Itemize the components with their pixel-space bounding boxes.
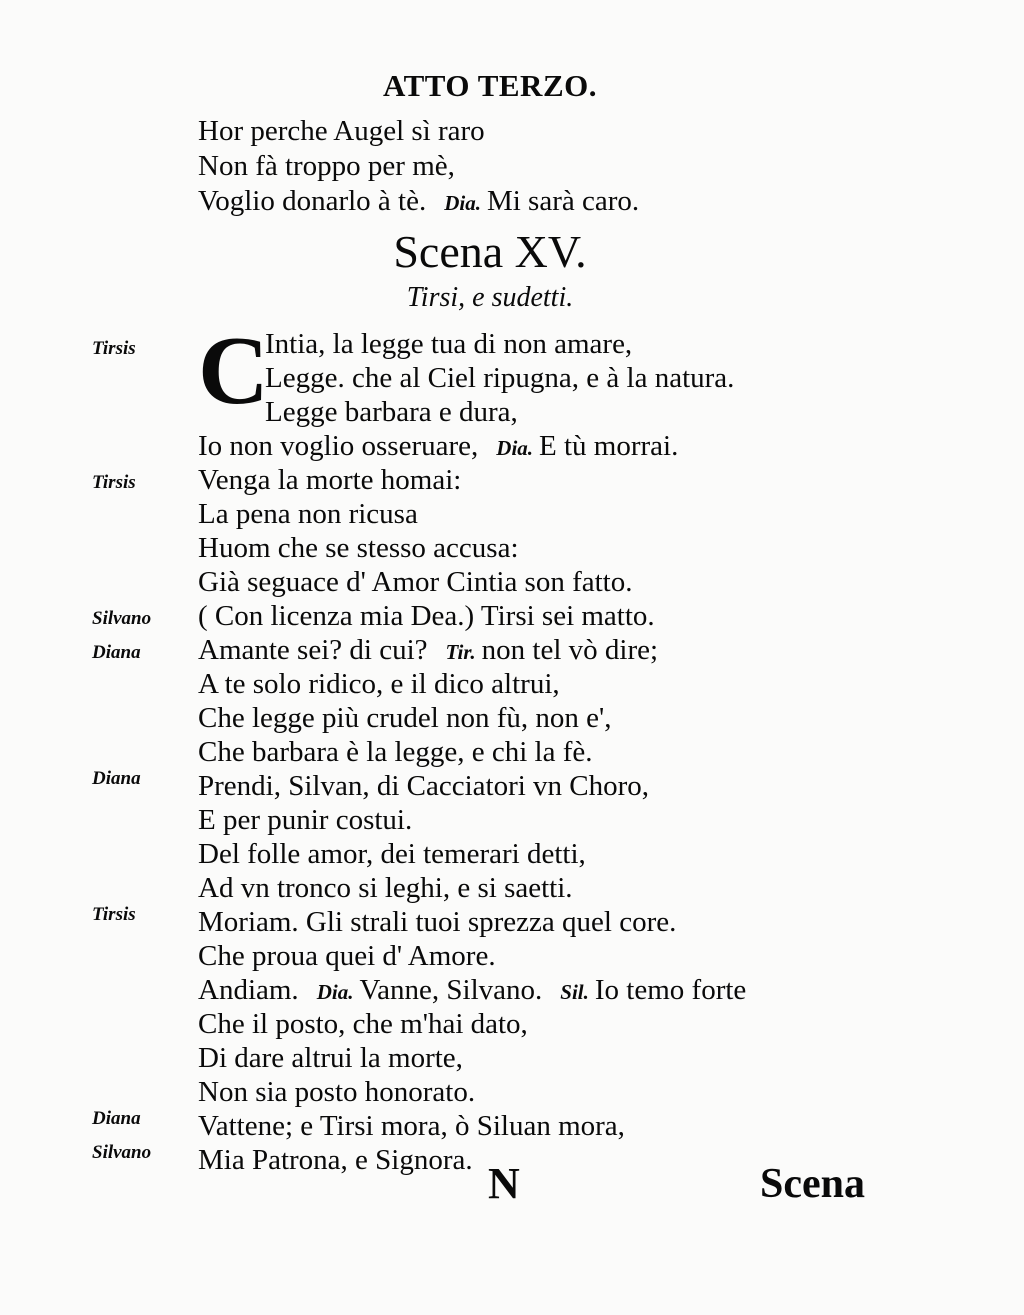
verse-line: ( Con licenza mia Dea.) Tirsi sei matto.: [198, 600, 655, 632]
speaker-label: Silvano: [92, 1142, 152, 1163]
verse-line: Prendi, Silvan, di Cacciatori vn Choro,: [198, 770, 650, 802]
drop-capital: C: [198, 317, 269, 425]
verse-line: Non fà troppo per mè,: [198, 150, 455, 182]
inline-speaker: Tir.: [445, 640, 476, 664]
speaker-label: Diana: [92, 642, 141, 663]
verse-text: Io non voglio osseruare,: [198, 430, 479, 462]
inline-speaker: Sil.: [560, 980, 589, 1004]
speaker-label: Tirsis: [92, 904, 136, 925]
verse-line: Legge. che al Ciel ripugna, e à la natura.: [265, 362, 735, 394]
speaker-label: Silvano: [92, 608, 152, 629]
scene-title: Scena XV.: [393, 226, 587, 277]
verse-line: Huom che se stesso accusa:: [198, 532, 519, 564]
verse-text: Io temo forte: [594, 974, 747, 1006]
verse-text: Mi sarà caro.: [486, 185, 640, 217]
verse-line: Già seguace d' Amor Cintia son fatto.: [198, 566, 633, 598]
verse-line: E per punir costui.: [198, 804, 413, 836]
verse-text: Voglio donarlo à tè.: [198, 185, 427, 217]
speaker-label: Tirsis: [92, 472, 136, 493]
verse-line: [198, 633, 658, 669]
verse-line: [198, 429, 678, 465]
verse-line: Che legge più crudel non fù, non e',: [198, 702, 612, 734]
page-header: ATTO TERZO.: [383, 68, 597, 103]
verse-text: Amante sei? di cui?: [198, 634, 428, 666]
catchword: Scena: [760, 1161, 865, 1207]
verse-text: non tel vò dire;: [481, 634, 659, 666]
scene-characters: Tirsi, e sudetti.: [406, 282, 574, 313]
verse-line: A te solo ridico, e il dico altrui,: [198, 668, 560, 700]
verse-line: Non sia posto honorato.: [198, 1076, 476, 1108]
verse-line: Che proua quei d' Amore.: [198, 940, 496, 972]
verse-line: Di dare altrui la morte,: [198, 1042, 463, 1074]
verse-line: La pena non ricusa: [198, 498, 418, 530]
verse-line: Che barbara è la legge, e chi la fè.: [198, 736, 593, 768]
signature-mark: N: [488, 1159, 520, 1208]
verse-text: Vanne, Silvano.: [359, 974, 543, 1006]
inline-speaker: Dia.: [496, 436, 534, 460]
verse-text: E tù morrai.: [539, 430, 679, 462]
verse-line: Intia, la legge tua di non amare,: [265, 328, 633, 360]
verse-line: Venga la morte homai:: [198, 464, 462, 496]
verse-line: Che il posto, che m'hai dato,: [198, 1008, 528, 1040]
verse-line: [198, 973, 746, 1009]
verse-line: Vattene; e Tirsi mora, ò Siluan mora,: [198, 1110, 625, 1142]
verse-line: Ad vn tronco si leghi, e si saetti.: [198, 872, 573, 904]
verse-line: [198, 184, 639, 220]
verse-line: Moriam. Gli strali tuoi sprezza quel core.: [198, 906, 677, 938]
verse-line: Del folle amor, dei temerari detti,: [198, 838, 586, 870]
verse-line: Hor perche Augel sì raro: [198, 115, 485, 147]
verse-line: Mia Patrona, e Signora.: [198, 1144, 473, 1176]
verse-line: Legge barbara e dura,: [265, 396, 518, 428]
inline-speaker: Dia.: [444, 191, 481, 215]
inline-speaker: Dia.: [316, 980, 354, 1004]
verse-text: Andiam.: [198, 974, 299, 1006]
speaker-label: Diana: [92, 1108, 141, 1129]
speaker-label: Tirsis: [92, 338, 136, 359]
speaker-label: Diana: [92, 768, 141, 789]
